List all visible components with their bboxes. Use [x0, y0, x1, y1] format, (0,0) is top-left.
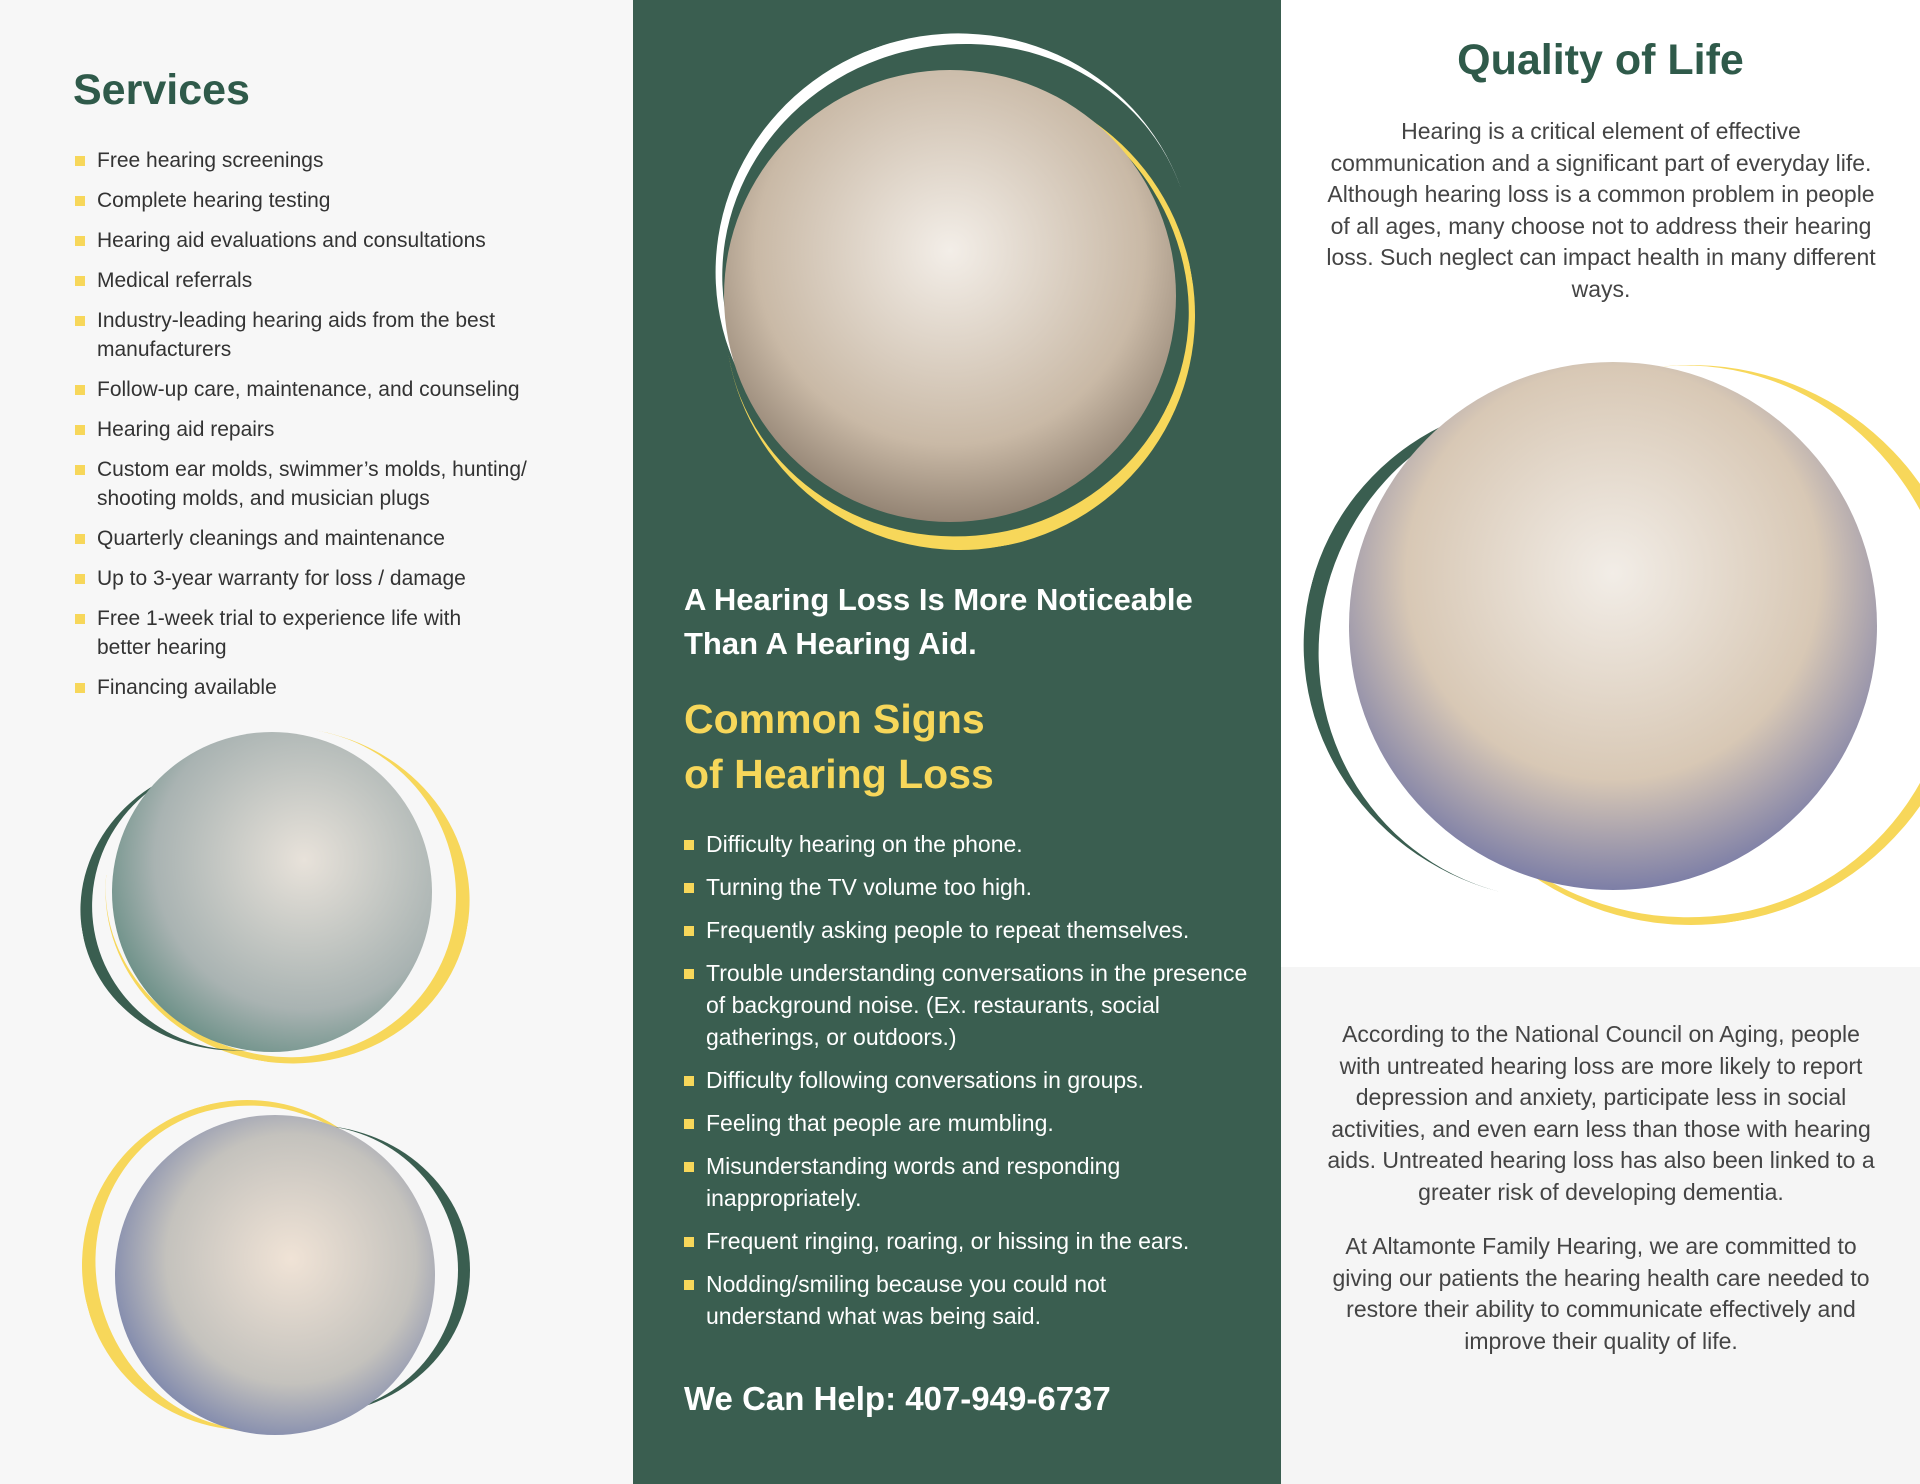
- photo-hearing-aid-fitting: [115, 1115, 435, 1435]
- list-item: Free 1-week trial to experience life with better hearing: [75, 604, 495, 662]
- services-panel: [0, 0, 633, 1484]
- list-item: Hearing aid repairs: [75, 415, 595, 444]
- aging-paragraph: According to the National Council on Aging, people with untreated hearing loss are more likely to report depression and anxiety, participate less in social activities, and even earn less than those with hearing aids. Untreated hearing loss has also been linked to a greater risk of developing dementia.: [1327, 1021, 1875, 1205]
- tagline: A Hearing Loss Is More Noticeable Than A Hearing Aid.: [684, 582, 1193, 661]
- list-item: Quarterly cleanings and maintenance: [75, 524, 595, 553]
- list-item: Turning the TV volume too high.: [684, 871, 1254, 903]
- signs-title: Common Signs of Hearing Loss: [684, 696, 994, 797]
- list-item: Follow-up care, maintenance, and counseling: [75, 375, 595, 404]
- list-item: Frequent ringing, roaring, or hissing in the ears.: [684, 1225, 1254, 1257]
- list-item: Nodding/smiling because you could not understand what was being said.: [684, 1268, 1154, 1332]
- list-item: Up to 3-year warranty for loss / damage: [75, 564, 595, 593]
- photo-doctor-senior: [1349, 362, 1877, 890]
- signs-list: [684, 828, 1254, 1343]
- list-item: Feeling that people are mumbling.: [684, 1107, 1254, 1139]
- list-item: Financing available: [75, 673, 595, 702]
- list-item: Hearing aid evaluations and consultations: [75, 226, 595, 255]
- list-item: Custom ear molds, swimmer’s molds, hunting/ shooting molds, and musician plugs: [75, 455, 545, 513]
- list-item: Medical referrals: [75, 266, 595, 295]
- list-item: Difficulty hearing on the phone.: [684, 828, 1254, 860]
- quality-panel: [1281, 0, 1920, 1484]
- signs-panel: [633, 0, 1281, 1484]
- list-item: Free hearing screenings: [75, 146, 595, 175]
- services-title: Services: [73, 66, 250, 114]
- list-item: Trouble understanding conversations in the presence of background noise. (Ex. restaurants, social gatherings, or outdoors.): [684, 957, 1254, 1053]
- list-item: Misunderstanding words and responding inappropriately.: [684, 1150, 1154, 1214]
- intro-paragraph: Hearing is a critical element of effective communication and a significant part of everyday life. Although hearing loss is a common problem in people of all ages, many choose not to address their hearing loss. Such neglect can impact health in many different ways.: [1326, 118, 1876, 302]
- list-item: Difficulty following conversations in groups.: [684, 1064, 1254, 1096]
- quality-title: Quality of Life: [1457, 36, 1744, 84]
- photo-ear-exam: [112, 732, 432, 1052]
- photo-doctor-patient: [724, 70, 1176, 522]
- list-item: Frequently asking people to repeat themselves.: [684, 914, 1254, 946]
- phone-number[interactable]: We Can Help: 407-949-6737: [684, 1380, 1111, 1417]
- services-list: [75, 146, 595, 713]
- list-item: Industry-leading hearing aids from the best manufacturers: [75, 306, 515, 364]
- commitment-paragraph: At Altamonte Family Hearing, we are committed to giving our patients the hearing health care needed to restore their ability to communicate effectively and improve their quality of life.: [1332, 1233, 1870, 1354]
- list-item: Complete hearing testing: [75, 186, 595, 215]
